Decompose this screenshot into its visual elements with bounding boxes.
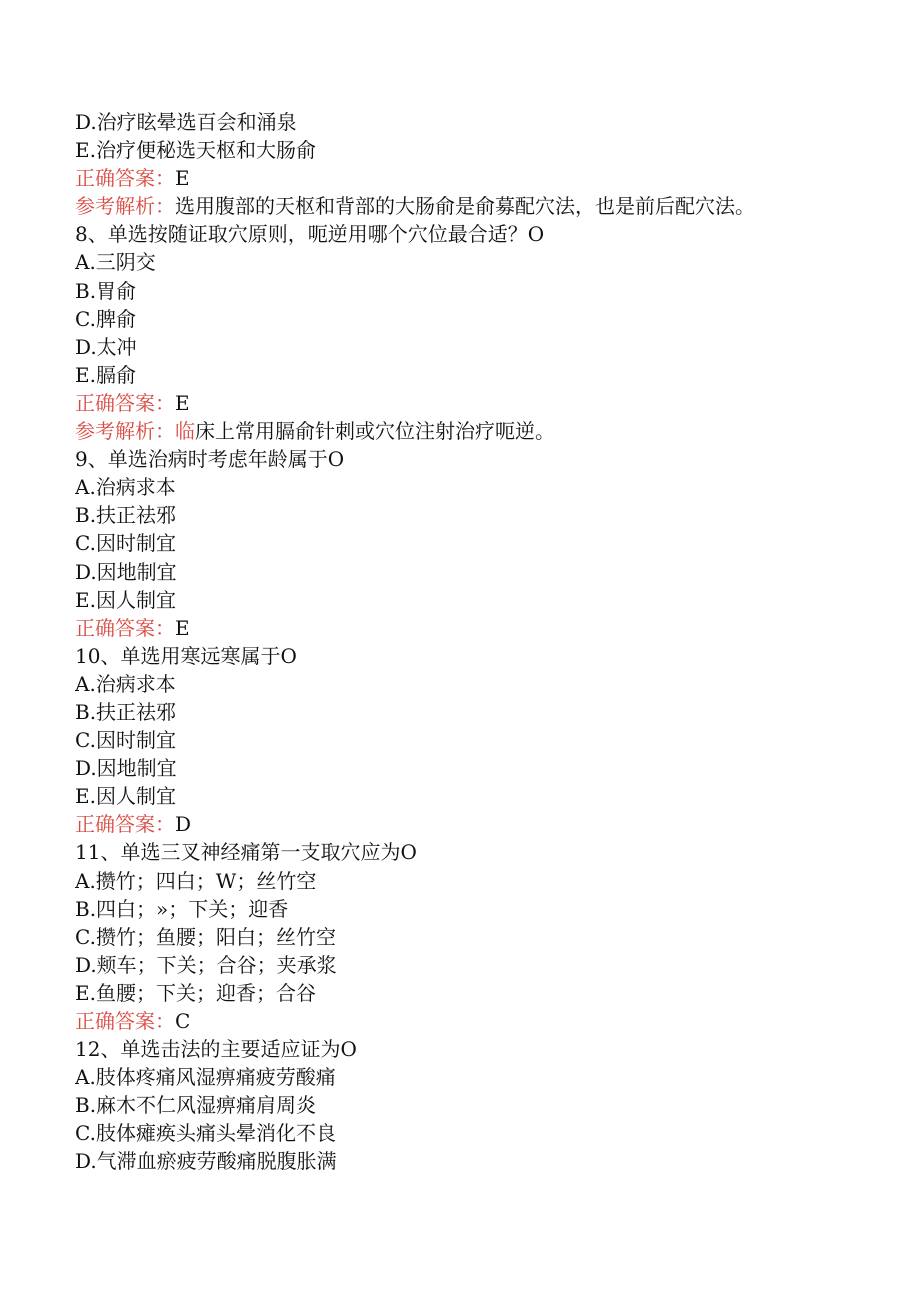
correct-answer-label: 正确答案： bbox=[75, 812, 175, 837]
answer-option: D.颊车；下关；合谷；夹承浆 bbox=[75, 952, 337, 977]
answer-option: A.肢体疼痛风湿痹痛疲劳酸痛 bbox=[75, 1065, 336, 1090]
answer-option: A.三阴交 bbox=[75, 250, 156, 275]
correct-answer-line bbox=[75, 614, 875, 642]
answer-option: A.治病求本 bbox=[75, 475, 176, 500]
correct-answer-line bbox=[75, 810, 875, 838]
answer-option: E.因人制宜 bbox=[75, 784, 176, 809]
correct-answer-value: D bbox=[175, 812, 192, 837]
correct-answer-label: 正确答案： bbox=[75, 615, 175, 640]
correct-answer-line bbox=[75, 389, 875, 417]
correct-answer-label: 正确答案： bbox=[75, 1009, 175, 1033]
analysis-text: 床上常用膈俞针刺或穴位注射治疗呃逆。 bbox=[195, 419, 555, 444]
question-stem: 11、单选三叉神经痛第一支取穴应为O bbox=[75, 840, 417, 865]
correct-answer-value: E bbox=[175, 390, 190, 415]
answer-option: A.攒竹；四白；W；丝竹空 bbox=[75, 868, 317, 893]
answer-option: B.扶正祛邪 bbox=[75, 503, 177, 528]
correct-answer-line bbox=[75, 164, 875, 192]
correct-answer-label: 正确答案： bbox=[75, 166, 175, 191]
analysis-text: 选用腹部的天枢和背部的大肠俞是俞募配穴法，也是前后配穴法。 bbox=[175, 194, 755, 219]
question-stem: 8、单选按随证取穴原则，呃逆用哪个穴位最合适？O bbox=[75, 222, 545, 247]
answer-option: D.因地制宜 bbox=[75, 559, 177, 584]
answer-option: D.太冲 bbox=[75, 334, 137, 359]
answer-option: C.因时制宜 bbox=[75, 728, 176, 753]
answer-option: D.治疗眩晕选百会和涌泉 bbox=[75, 110, 297, 134]
answer-option: A.治病求本 bbox=[75, 671, 176, 696]
answer-option: E.鱼腰；下关；迎香；合谷 bbox=[75, 980, 316, 1005]
answer-option: C.攒竹；鱼腰；阳白；丝竹空 bbox=[75, 924, 336, 949]
answer-option: B.扶正祛邪 bbox=[75, 699, 177, 724]
analysis-line bbox=[75, 417, 875, 445]
correct-answer-line bbox=[75, 1007, 875, 1035]
answer-option: C.肢体瘫痪头痛头晕消化不良 bbox=[75, 1121, 336, 1146]
answer-option: B.胃俞 bbox=[75, 278, 137, 303]
question-stem: 10、单选用寒远寒属于O bbox=[75, 643, 297, 668]
answer-option: C.脾俞 bbox=[75, 306, 136, 331]
answer-option: C.因时制宜 bbox=[75, 531, 176, 556]
analysis-label: 参考解析：临 bbox=[75, 419, 195, 444]
answer-option: B.麻木不仁风湿痹痛肩周炎 bbox=[75, 1093, 317, 1118]
correct-answer-value: E bbox=[175, 166, 190, 191]
analysis-label: 参考解析： bbox=[75, 194, 175, 219]
answer-option: D.气滞血瘀疲劳酸痛脱腹胀满 bbox=[75, 1149, 337, 1174]
answer-option: D.因地制宜 bbox=[75, 756, 177, 781]
correct-answer-value: E bbox=[175, 615, 190, 640]
answer-option: B.四白；»；下关；迎香 bbox=[75, 896, 289, 921]
answer-option: E.因人制宜 bbox=[75, 587, 176, 612]
correct-answer-label: 正确答案： bbox=[75, 390, 175, 415]
question-stem: 12、单选击法的主要适应证为O bbox=[75, 1037, 357, 1062]
correct-answer-value: C bbox=[175, 1009, 191, 1033]
answer-option: E.治疗便秘选天枢和大肠俞 bbox=[75, 138, 316, 163]
question-list bbox=[75, 108, 875, 1176]
analysis-line bbox=[75, 192, 875, 220]
question-stem: 9、单选治病时考虑年龄属于O bbox=[75, 447, 345, 472]
answer-option: E.膈俞 bbox=[75, 362, 136, 387]
